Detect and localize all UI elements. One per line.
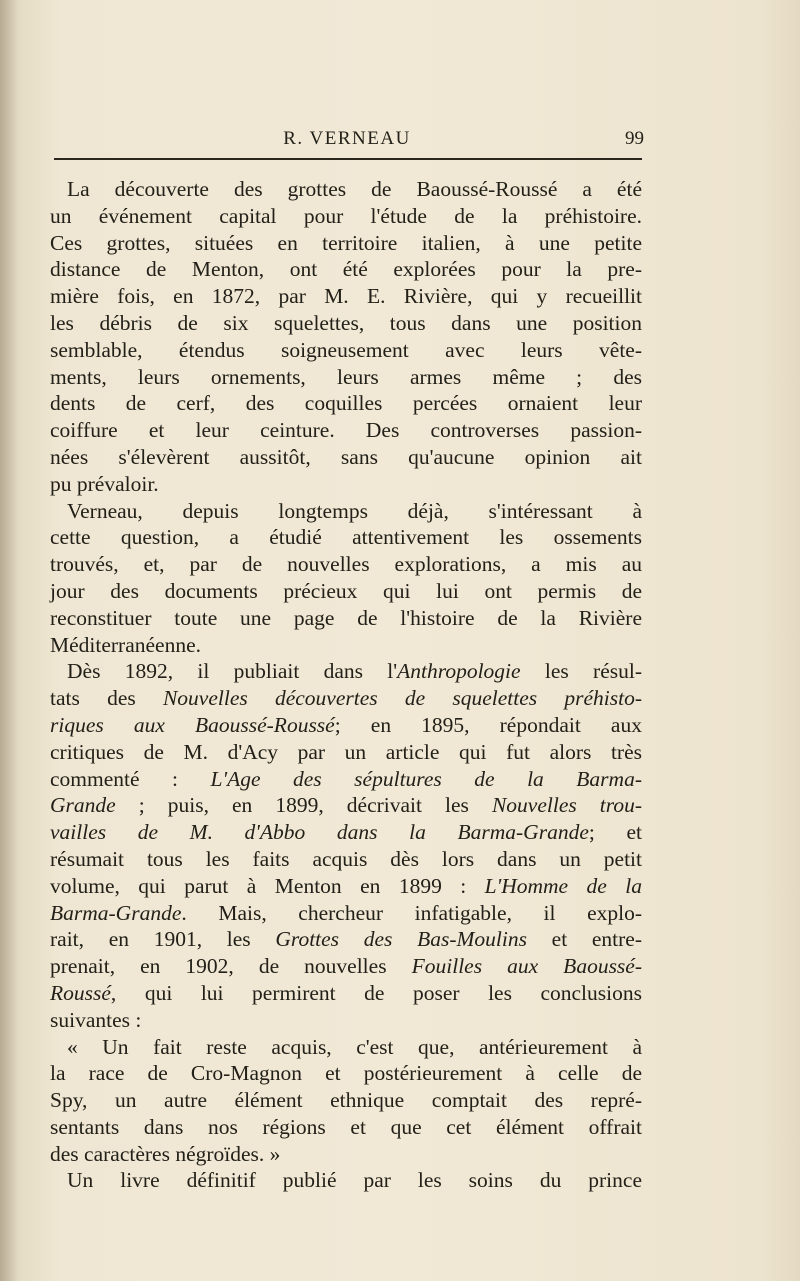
text-line: Méditerranéenne. xyxy=(50,632,202,657)
text-line xyxy=(50,819,642,846)
text-line: reconstituer toute une page de l'histoire de la Rivière xyxy=(50,605,642,630)
text-run: , qui lui permirent de poser les conclusions xyxy=(110,980,642,1005)
text-line: Verneau, depuis longtemps déjà, s'intéressant à xyxy=(67,498,642,523)
text-line: dents de cerf, des coquilles percées ornaient leur xyxy=(50,391,642,416)
text-line xyxy=(50,953,642,980)
italic-title: Fouilles aux Baoussé- xyxy=(411,954,643,979)
text-line: Ces grottes, situées en territoire italien, à une petite xyxy=(50,230,642,255)
italic-title: L'Age des sépultures de la Barma- xyxy=(210,766,642,791)
italic-title: L'Homme de la xyxy=(484,873,642,898)
text-run: tats des xyxy=(50,686,163,711)
text-line: pu prévaloir. xyxy=(50,471,159,496)
italic-title: Barma-Grande xyxy=(50,900,182,925)
text-line: Un livre définitif publié par les soins du prince xyxy=(67,1168,642,1193)
text-line xyxy=(50,766,642,793)
text-line xyxy=(50,792,642,819)
text-run: ; puis, en 1899, décrivait les xyxy=(115,793,492,818)
italic-title: Grottes des Bas-Moulins xyxy=(275,927,527,952)
text-line xyxy=(50,685,642,712)
gutter-shadow xyxy=(0,0,18,1281)
header-rule xyxy=(54,158,642,160)
text-line: nées s'élevèrent aussitôt, sans qu'aucune opinion ait xyxy=(50,444,642,469)
text-line: les débris de six squelettes, tous dans une position xyxy=(50,310,642,335)
text-line: mière fois, en 1872, par M. E. Rivière, qui y recueillit xyxy=(50,284,642,309)
text-run: ; en 1895, répondait aux xyxy=(334,712,642,737)
body-text xyxy=(50,176,642,1194)
text-run: volume, qui parut à Menton en 1899 : xyxy=(50,873,485,898)
text-line: jour des documents précieux qui lui ont permis de xyxy=(50,578,642,603)
text-line: des caractères négroïdes. » xyxy=(50,1141,281,1166)
text-line: sentants dans nos régions et que cet élément offrait xyxy=(50,1114,642,1139)
text-line: distance de Menton, ont été explorées pour la pre- xyxy=(50,257,642,282)
text-line: suivantes : xyxy=(50,1007,142,1032)
italic-title: Grande xyxy=(50,793,116,818)
text-line: un événement capital pour l'étude de la préhistoire. xyxy=(50,203,642,228)
italic-title: Roussé xyxy=(50,980,111,1005)
page-number: 99 xyxy=(625,128,644,149)
text-run: Dès 1892, il publiait dans l' xyxy=(67,659,398,684)
text-line xyxy=(50,926,642,953)
text-run: ; et xyxy=(588,820,642,845)
text-line xyxy=(50,658,642,685)
text-line: « Un fait reste acquis, c'est que, antérieurement à xyxy=(67,1034,642,1059)
text-line: La découverte des grottes de Baoussé-Roussé a été xyxy=(67,177,642,201)
italic-title: riques aux Baoussé-Roussé xyxy=(50,712,335,737)
text-line: semblable, étendus soigneusement avec leurs vête- xyxy=(50,337,642,362)
text-line: critiques de M. d'Acy par un article qui fut alors très xyxy=(50,739,642,764)
text-run: prenait, en 1902, de nouvelles xyxy=(50,954,412,979)
text-line: coiffure et leur ceinture. Des controverses passion- xyxy=(50,418,642,443)
text-line: la race de Cro-Magnon et postérieurement à celle de xyxy=(50,1061,642,1086)
running-head: R. VERNEAU xyxy=(283,128,411,149)
text-run: commenté : xyxy=(50,766,211,791)
text-run: les résul- xyxy=(520,659,642,684)
text-line xyxy=(50,712,642,739)
page-header xyxy=(52,128,642,156)
text-line: résumait tous les faits acquis dès lors dans un petit xyxy=(50,846,642,871)
italic-title: Nouvelles découvertes de squelettes préhisto- xyxy=(162,686,642,711)
italic-title: Nouvelles trou- xyxy=(491,793,642,818)
text-line xyxy=(50,980,642,1007)
text-run: et entre- xyxy=(526,927,642,952)
italic-title: vailles de M. d'Abbo dans la Barma-Grande xyxy=(50,820,589,845)
text-line xyxy=(50,873,642,900)
text-line: Spy, un autre élément ethnique comptait des repré- xyxy=(50,1088,642,1113)
text-line: cette question, a étudié attentivement les ossements xyxy=(50,525,642,550)
text-line xyxy=(50,900,642,927)
text-line: trouvés, et, par de nouvelles explorations, a mis au xyxy=(50,552,642,577)
text-run: . Mais, chercheur infatigable, il explo- xyxy=(181,900,642,925)
text-line: ments, leurs ornements, leurs armes même ; des xyxy=(50,364,642,389)
text-run: rait, en 1901, les xyxy=(50,927,276,952)
italic-title: Anthropologie xyxy=(397,659,521,684)
